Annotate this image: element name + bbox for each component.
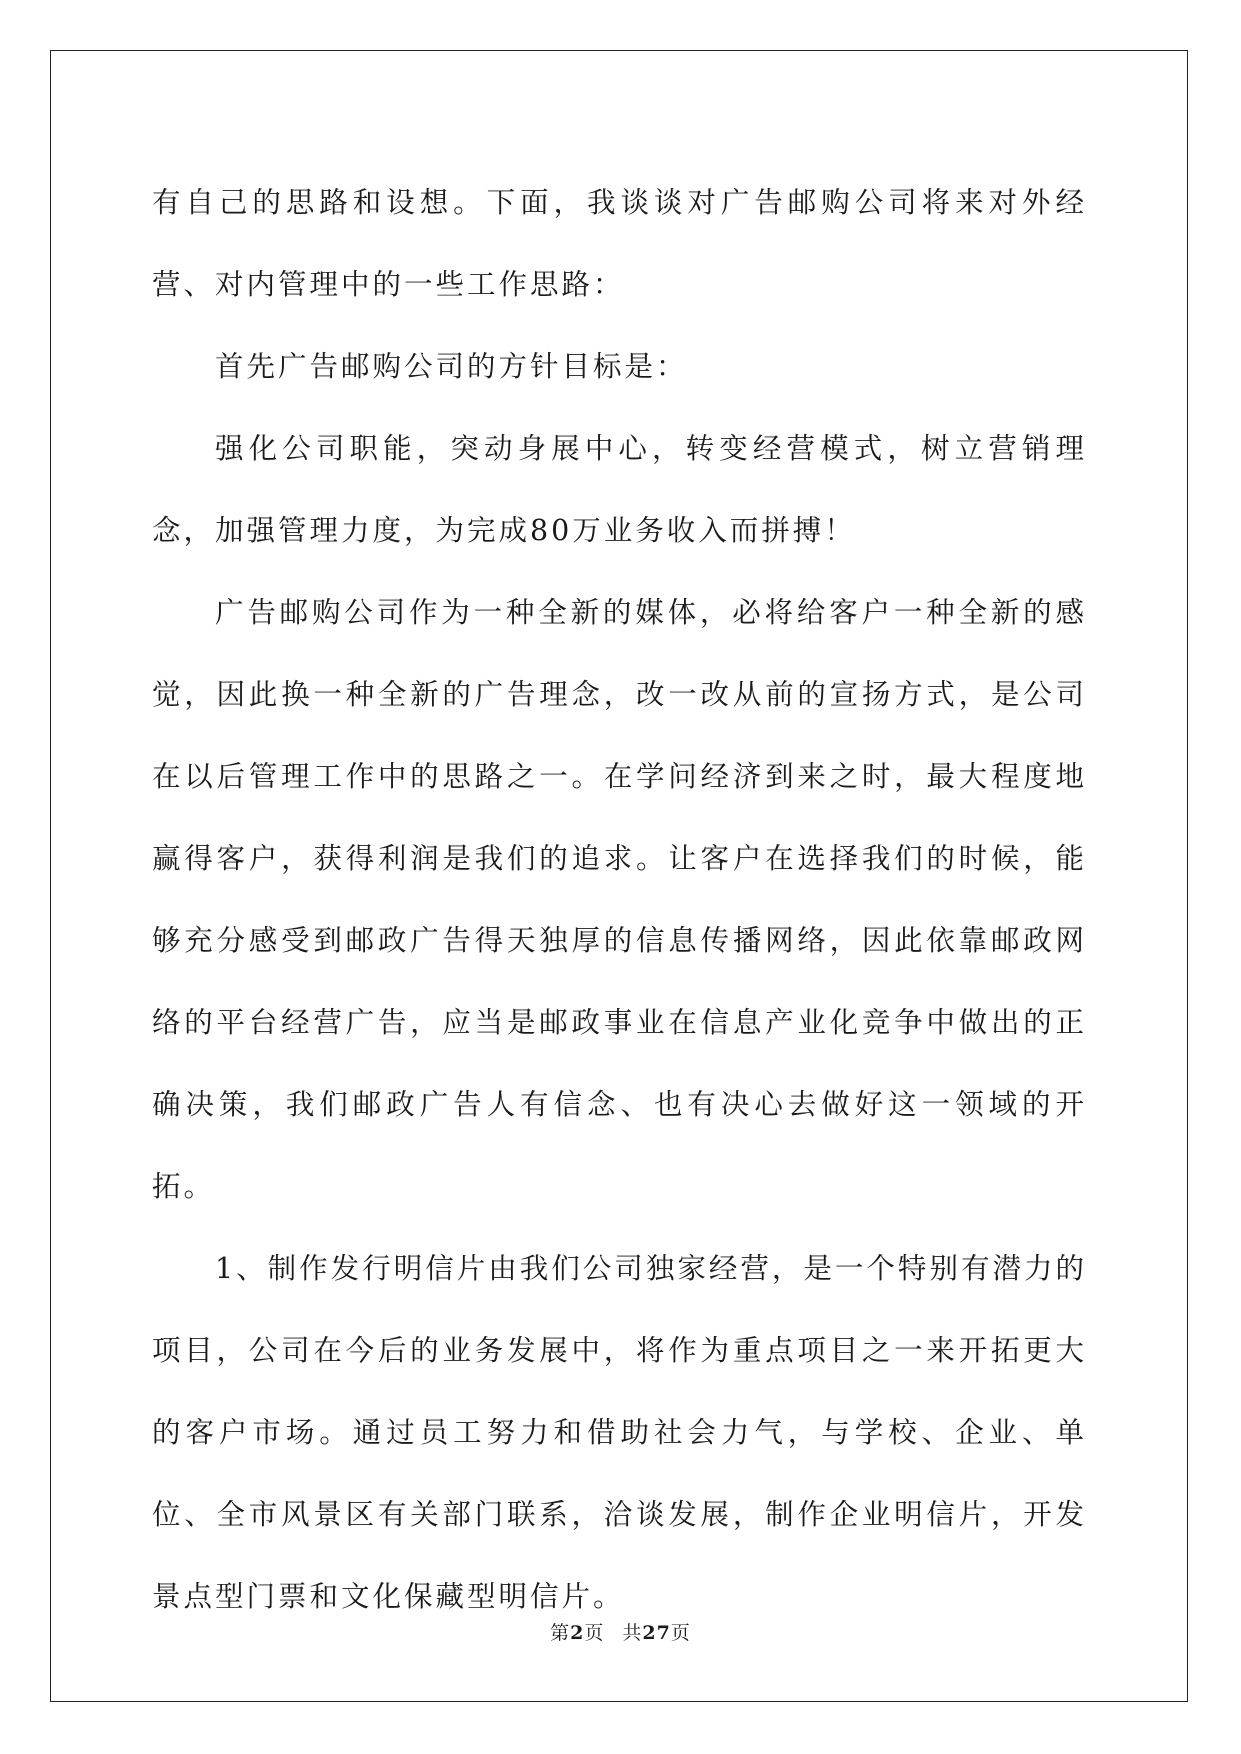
paragraph-5: 1、制作发行明信片由我们公司独家经营，是一个特别有潜力的项目，公司在今后的业务发展中，将作为重点项目之一来开拓更大的客户市场。通过员工努力和借助社会力气，与学校、企业、单位、全市风景区有关部门联系，洽谈发展，制作企业明信片，开发景点型门票和文化保藏型明信片。: [152, 1252, 1087, 1613]
total-prefix: 共: [622, 1622, 643, 1644]
page-footer: [0, 1618, 1241, 1645]
page-number: 2: [570, 1622, 585, 1644]
paragraph-1: 有自己的思路和设想。下面，我谈谈对广告邮购公司将来对外经营、对内管理中的一些工作思路：: [152, 186, 1087, 301]
page-prefix: 第: [550, 1622, 571, 1644]
paragraph-4: 广告邮购公司作为一种全新的媒体，必将给客户一种全新的感觉，因此换一种全新的广告理念，改一改从前的宣扬方式，是公司在以后管理工作中的思路之一。在学问经济到来之时，最大程度地赢得客户，获得利润是我们的追求。让客户在选择我们的时候，能够充分感受到邮政广告得天独厚的信息传播网络，因此依靠邮政网络的平台经营广告，应当是邮政事业在信息产业化竞争中做出的正确决策，我们邮政广告人有信念、也有决心去做好这一领域的开拓。: [152, 596, 1087, 1203]
paragraph-2: 首先广告邮购公司的方针目标是：: [215, 350, 688, 383]
document-body: [152, 162, 1087, 1638]
page-suffix: 页: [584, 1622, 605, 1644]
total-pages: 27: [642, 1622, 671, 1644]
paragraph-3: 强化公司职能，突动身展中心，转变经营模式，树立营销理念，加强管理力度，为完成80万业务收入而拼搏！: [152, 432, 1087, 547]
total-suffix: 页: [670, 1622, 691, 1644]
